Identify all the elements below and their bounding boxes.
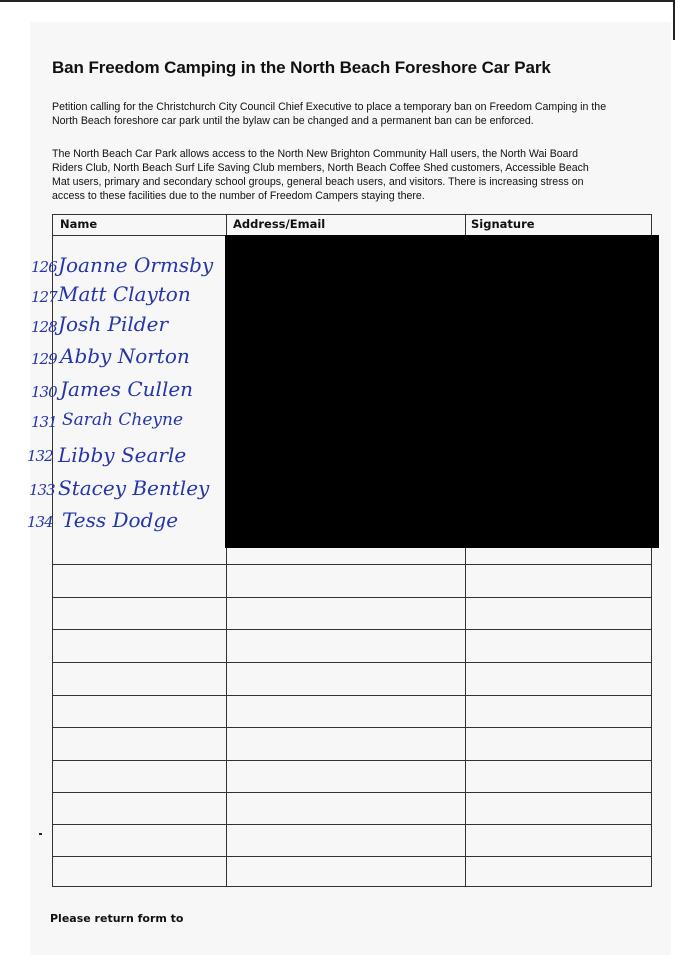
table-row-line (52, 760, 652, 761)
entry-number: 133 (29, 481, 55, 499)
entry-name: Matt Clayton (58, 282, 191, 306)
intro-line: North Beach foreshore car park until the bylaw can be changed and a permanent ban can be enforced. (52, 115, 534, 127)
table-row-line (52, 629, 652, 630)
scan-mark (39, 833, 42, 835)
petition-title: Ban Freedom Camping in the North Beach Foreshore Car Park (52, 58, 551, 77)
entry-number: 126 (31, 258, 57, 276)
description-line: The North Beach Car Park allows access to the North New Brighton Community Hall users, the North Wai Board (52, 148, 578, 160)
entry-name: Abby Norton (60, 344, 190, 368)
entry-name: Stacey Bentley (58, 476, 210, 500)
entry-number: 130 (31, 383, 57, 401)
description-line: Mat users, primary and secondary school groups, general beach users, and visitors. There is increasing stress on (52, 176, 584, 188)
petition-description (52, 147, 652, 203)
entry-number: 134 (27, 513, 53, 531)
entry-name: Tess Dodge (62, 508, 179, 532)
entry-number: 129 (31, 350, 57, 368)
table-row-line (52, 597, 652, 598)
description-line: Riders Club, North Beach Surf Life Saving Club members, North Beach Coffee Shed customers, Accessible Beach (52, 162, 589, 174)
table-row-line (52, 695, 652, 696)
entry-name: James Cullen (60, 377, 194, 401)
entry-name: Joanne Ormsby (58, 253, 214, 277)
redaction-block (225, 235, 659, 548)
entry-name: Sarah Cheyne (62, 410, 184, 430)
table-row-line (52, 662, 652, 663)
table-row-line (52, 856, 652, 857)
entry-number: 128 (31, 318, 57, 336)
entry-number: 127 (31, 288, 57, 306)
description-line: access to these facilities due to the number of Freedom Campers staying there. (52, 190, 425, 202)
table-row-line (52, 214, 652, 215)
table-row-line (52, 886, 652, 887)
table-row-line (52, 564, 652, 565)
intro-line: Petition calling for the Christchurch City Council Chief Executive to place a temporary ban on Freedom Camping in the (52, 101, 607, 113)
scan-edge-top (0, 0, 675, 2)
entry-name: Libby Searle (58, 443, 187, 467)
table-column-line (52, 214, 53, 887)
entry-name: Josh Pilder (58, 312, 169, 336)
entry-number: 132 (27, 447, 53, 465)
table-row-line (52, 792, 652, 793)
entry-number: 131 (31, 413, 57, 431)
table-row-line (52, 824, 652, 825)
petition-intro (52, 100, 652, 128)
header-address-email: Address/Email (233, 217, 326, 231)
table-row-line (52, 727, 652, 728)
header-name: Name (60, 217, 98, 231)
return-instructions: Please return form to (50, 912, 184, 925)
header-signature: Signature (471, 217, 535, 231)
